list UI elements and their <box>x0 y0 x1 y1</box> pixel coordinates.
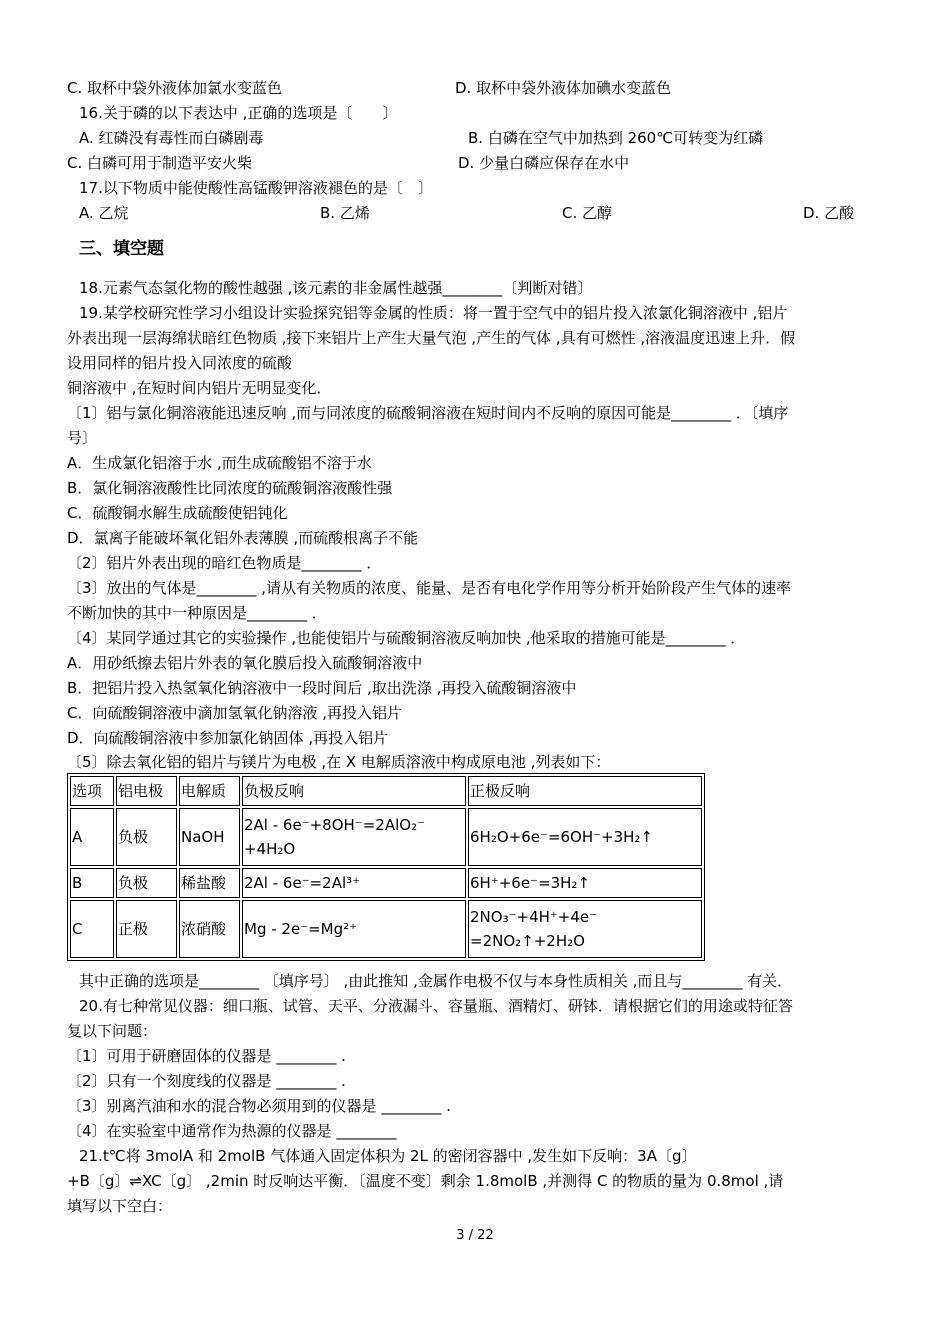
q20-stem-line-2: 复以下问题： <box>67 1022 158 1040</box>
q15-option-c: C. 取杯中袋外液体加氯水变蓝色 <box>67 79 283 97</box>
table-cell <box>468 900 702 958</box>
q19-stem-line-2: 外表出现一层海绵状暗红色物质 ,接下来铝片上产生大量气泡 ,产生的气体 ,具有可燃性 ,溶液温度迅速上升．假 <box>67 329 796 347</box>
table-cell: B <box>70 868 114 898</box>
battery-table <box>67 773 705 961</box>
q19-stem-line-4: 铜溶液中 ,在短时间内铝片无明显变化． <box>67 379 332 397</box>
q16-option-a: A. 红磷没有毒性而白磷剧毒 <box>79 129 264 147</box>
table-cell: A <box>70 808 114 866</box>
q20-part4: 〔4〕在实验室中通常作为热源的仪器是 ________ <box>67 1122 397 1140</box>
q20-part2: 〔2〕只有一个刻度线的仪器是 ________ . <box>67 1072 346 1090</box>
q16-option-b: B. 白磷在空气中加热到 260℃可转变为红磷 <box>468 129 764 147</box>
q19-stem-line-3: 设用同样的铝片投入同浓度的硫酸 <box>67 354 293 372</box>
q17-option-a: A. 乙烷 <box>79 204 129 222</box>
table-cell <box>242 808 466 866</box>
q16-option-c: C. 白磷可用于制造平安火柴 <box>67 154 253 172</box>
table-cell: NaOH <box>179 808 240 866</box>
q19-part1-option-c: C．硫酸铜水解生成硫酸使铝钝化 <box>67 504 288 522</box>
table-cell: 稀盐酸 <box>179 868 240 898</box>
table-row <box>70 868 702 898</box>
table-cell: 2Al - 6e⁻=2Al³⁺ <box>242 868 466 898</box>
table-cell: 6H⁺+6e⁻=3H₂↑ <box>468 868 702 898</box>
q19-part3-line-2: 不断加快的其中一种原因是________ ． <box>67 604 327 622</box>
q16-option-d: D. 少量白磷应保存在水中 <box>458 154 630 172</box>
q19-part4: 〔4〕某同学通过其它的实验操作 ,也能使铝片与硫酸铜溶液反响加快 ,他采取的措施可能是________ ． <box>67 629 746 647</box>
q19-after-table: 其中正确的选项是________ 〔填序号〕 ,由此推知 ,金属作电极不仅与本身性质相关 ,而且与________ 有关． <box>79 972 793 990</box>
q19-part1-line-2: 号〕 <box>67 429 98 447</box>
negative-reaction-line-2: +4H₂O <box>244 840 296 858</box>
q17-option-b: B. 乙烯 <box>320 204 370 222</box>
q19-part1-option-b: B．氯化铜溶液酸性比同浓度的硫酸铜溶液酸性强 <box>67 479 393 497</box>
table-cell: 6H₂O+6e⁻=6OH⁻+3H₂↑ <box>468 808 702 866</box>
table-cell: 负极 <box>116 868 177 898</box>
q17-option-d: D. 乙酸 <box>803 204 855 222</box>
q19-part1-option-a: A．生成氯化铝溶于水 ,而生成硫酸铝不溶于水 <box>67 454 372 472</box>
q19-part1-option-d: D．氯离子能破坏氧化铝外表薄膜 ,而硫酸根离子不能 <box>67 529 419 547</box>
section-heading: 三、填空题 <box>79 239 164 259</box>
table-cell: Mg - 2e⁻=Mg²⁺ <box>242 900 466 958</box>
q19-part4-option-a: A．用砂纸擦去铝片外表的氧化膜后投入硫酸铜溶液中 <box>67 654 423 672</box>
q19-part5: 〔5〕除去氧化铝的铝片与镁片为电极 ,在 X 电解质溶液中构成原电池 ,列表如下： <box>67 753 611 771</box>
table-cell: 正极 <box>116 900 177 958</box>
q19-part3-line-1: 〔3〕放出的气体是________ ,请从有关物质的浓度、能量、是否有电化学作用等分析开始阶段产生气体的速率 <box>67 579 792 597</box>
page-number: 3 / 22 <box>456 1228 494 1243</box>
q19-part4-option-b: B．把铝片投入热氢氧化钠溶液中一段时间后 ,取出洗涤 ,再投入硫酸铜溶液中 <box>67 679 577 697</box>
q21-line-2: +B〔g〕⇌XC〔g〕 ,2min 时反响达平衡．〔温度不变〕剩余 1.8molB ,并测得 C 的物质的量为 0.8mol ,请 <box>67 1172 784 1190</box>
q17-option-c: C. 乙醇 <box>562 204 613 222</box>
q16-stem: 16.关于磷的以下表达中 ,正确的选项是〔 〕 <box>79 104 398 122</box>
q20-part1: 〔1〕可用于研磨固体的仪器是 ________ . <box>67 1047 346 1065</box>
negative-reaction-line-1: 2Al - 6e⁻+8OH⁻=2AlO₂⁻ <box>244 816 426 834</box>
positive-reaction-line-2: =2NO₂↑+2H₂O <box>470 932 585 950</box>
q18-text: 18.元素气态氢化物的酸性越强 ,该元素的非金属性越强________〔判断对错〕 <box>79 279 593 297</box>
q19-part4-option-d: D．向硫酸铜溶液中参加氯化钠固体 ,再投入铝片 <box>67 729 389 747</box>
table-header-cell: 正极反响 <box>468 776 702 806</box>
table-header-cell: 负极反响 <box>242 776 466 806</box>
q15-option-d: D. 取杯中袋外液体加碘水变蓝色 <box>455 79 672 97</box>
table-header-cell: 电解质 <box>179 776 240 806</box>
q21-line-3: 填写以下空白： <box>67 1197 173 1215</box>
q19-part4-option-c: C．向硫酸铜溶液中滴加氢氧化钠溶液 ,再投入铝片 <box>67 704 403 722</box>
table-cell: 浓硝酸 <box>179 900 240 958</box>
q21-line-1: 21.t℃将 3molA 和 2molB 气体通入固定体积为 2L 的密闭容器中 ,发生如下反响：3A〔g〕 <box>79 1147 697 1165</box>
table-cell: 负极 <box>116 808 177 866</box>
positive-reaction-line-1: 2NO₃⁻+4H⁺+4e⁻ <box>470 908 598 926</box>
q19-part2: 〔2〕铝片外表出现的暗红色物质是________ ． <box>67 554 382 572</box>
q20-stem-line-1: 20.有七种常见仪器：细口瓶、试管、天平、分液漏斗、容量瓶、酒精灯、研钵．请根据它们的用途或特征答 <box>79 997 793 1015</box>
table-header-row <box>70 776 702 806</box>
q19-stem-line-1: 19.某学校研究性学习小组设计实验探究铝等金属的性质：将一置于空气中的铝片投入浓氯化铜溶液中 ,铝片 <box>79 304 788 322</box>
table-header-cell: 选项 <box>70 776 114 806</box>
table-row <box>70 808 702 866</box>
table-cell: C <box>70 900 114 958</box>
q17-stem: 17.以下物质中能使酸性高锰酸钾溶液褪色的是〔 〕 <box>79 179 433 197</box>
table-header-cell: 铝电极 <box>116 776 177 806</box>
q20-part3: 〔3〕别离汽油和水的混合物必须用到的仪器是 ________ . <box>67 1097 451 1115</box>
table-row <box>70 900 702 958</box>
q19-part1-line-1: 〔1〕铝与氯化铜溶液能迅速反响 ,而与同浓度的硫酸铜溶液在短时间内不反响的原因可能是________ ．〔填序 <box>67 404 789 422</box>
